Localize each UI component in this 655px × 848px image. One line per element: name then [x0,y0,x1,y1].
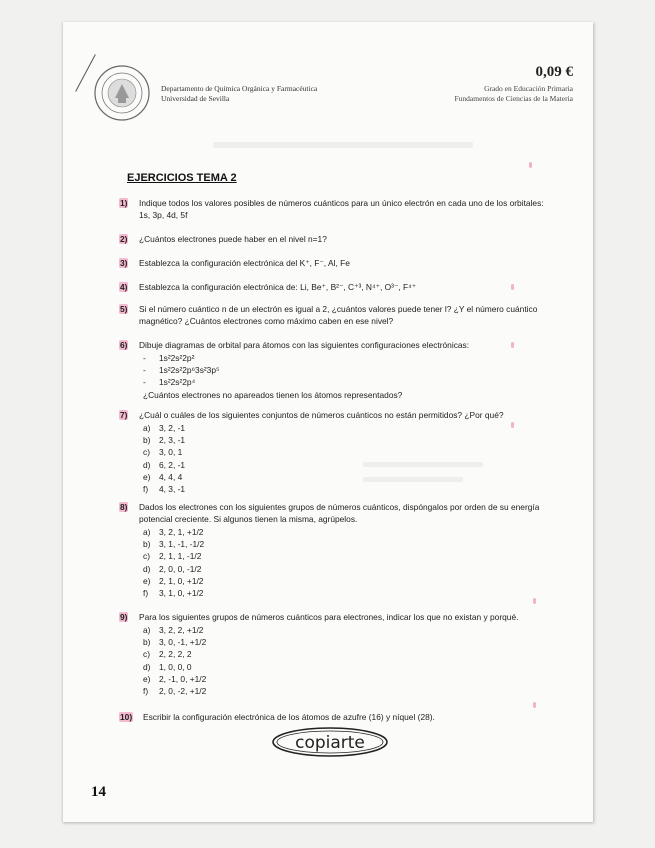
question-number: 6) [120,340,128,350]
list-item: d) 6, 2, -1 [143,459,186,470]
svg-text:copiarte: copiarte [295,733,365,753]
list-item: f) 3, 1, 0, +1/2 [143,588,204,599]
question-text: Si el número cuántico n de un electrón es igual a 2, ¿cuántos valores puede tener l? ¿Y el número cuántico magnético? ¿Cuántos electrones como máximo caben en ese nivel? [139,304,538,326]
question-5 [119,304,559,327]
question-number: 1) [120,198,128,208]
question-text: Indique todos los valores posibles de números cuánticos para un único electrón en cada uno de los orbitales: 1s, 3p, 4d, 5f [139,198,544,220]
bleed-through-ghost [363,462,483,467]
question-1 [119,198,559,221]
pink-marker-dot [533,598,536,604]
page-number: 14 [91,784,106,800]
question-number: 9) [120,612,128,622]
list-item: - 1s²2s²2p⁴ [143,377,196,388]
pink-marker-dot [511,342,514,348]
price-label: 0,09 € [535,64,573,80]
question-9 [119,612,559,624]
list-item: - 1s²2s²2p² [143,353,195,363]
pink-marker-dot [533,702,536,708]
question-text: Dibuje diagramas de orbital para átomos con las siguientes configuraciones electrónicas: [139,340,470,350]
list-item: c) 3, 0, 1 [143,447,183,458]
question-text: Para los siguientes grupos de números cuánticos para electrones, indicar los que no existan y porqué. [139,612,519,622]
pink-marker-dot [511,422,514,428]
q7-options-list [143,422,185,495]
course-name: Fundamentos de Ciencias de la Materia [454,94,573,103]
document-page [62,22,593,822]
question-3 [119,258,559,270]
q9-options-list [143,624,206,697]
q8-options-list [143,526,204,599]
list-item: b) 3, 1, -1, -1/2 [143,539,205,550]
question-text: ¿Cuál o cuáles de los siguientes conjuntos de números cuánticos no están permitidos? ¿Por qué? [139,410,504,420]
bleed-through-ghost [363,477,463,482]
question-2 [119,234,559,246]
question-number: 3) [120,258,128,268]
question-text: Establezca la configuración electrónica de: Li, Be⁺, B²⁻, C⁺³, N⁴⁺, O³⁻, F⁴⁺ [139,282,417,292]
list-item: a) 3, 2, 2, +1/2 [143,625,204,635]
question-number: 8) [120,502,128,512]
list-item: a) 3, 2, 1, +1/2 [143,527,204,537]
university-seal-icon [93,64,151,122]
question-text: Establezca la configuración electrónica del K⁺, F⁻, Al, Fe [139,258,350,268]
list-item: b) 2, 3, -1 [143,435,186,446]
list-item: e) 2, -1, 0, +1/2 [143,673,207,684]
header-department-block [161,84,317,104]
list-item: f) 2, 0, -2, +1/2 [143,686,207,697]
pink-marker-dot [529,162,532,168]
question-text: Dados los electrones con los siguientes grupos de números cuánticos, dispóngalos por orden de su energía potencial creciente. Si algunos tienen la misma, agrúpelos. [139,502,540,524]
list-item: f) 4, 3, -1 [143,484,186,495]
list-item: e) 2, 1, 0, +1/2 [143,575,204,586]
question-10 [119,712,559,724]
question-6 [119,340,559,352]
list-item: b) 3, 0, -1, +1/2 [143,637,207,648]
list-item: a) 3, 2, -1 [143,423,186,433]
bleed-through-ghost [213,142,473,148]
question-4 [119,282,559,294]
question-number: 10) [120,712,133,722]
list-item: d) 2, 0, 0, -1/2 [143,563,202,574]
degree-name: Grado en Educación Primaria [484,84,573,93]
question-text: ¿Cuántos electrones puede haber en el nivel n=1? [139,234,327,244]
list-item: c) 2, 2, 2, 2 [143,649,192,660]
question-7 [119,410,559,422]
page-title: EJERCICIOS TEMA 2 [127,172,237,184]
q6-config-list [143,352,402,401]
copiarte-logo [271,726,389,758]
question-number: 7) [120,410,128,420]
list-item: - 1s²2s²2p⁶3s²3p⁵ [143,365,220,376]
header-course-block [454,84,573,104]
question-8 [119,502,559,525]
university-name: Universidad de Sevilla [161,94,230,103]
pink-marker-dot [511,284,514,290]
question-number: 2) [120,234,128,244]
question-number: 4) [120,282,128,292]
department-name: Departamento de Química Orgánica y Farmacéutica [161,84,318,93]
list-item: c) 2, 1, 1, -1/2 [143,551,202,562]
list-item: e) 4, 4, 4 [143,471,183,482]
list-item: d) 1, 0, 0, 0 [143,661,192,672]
question-number: 5) [120,304,128,314]
q6-followup: ¿Cuántos electrones no apareados tienen los átomos representados? [143,389,403,400]
question-text: Escribir la configuración electrónica de los átomos de azufre (16) y níquel (28). [143,712,435,722]
